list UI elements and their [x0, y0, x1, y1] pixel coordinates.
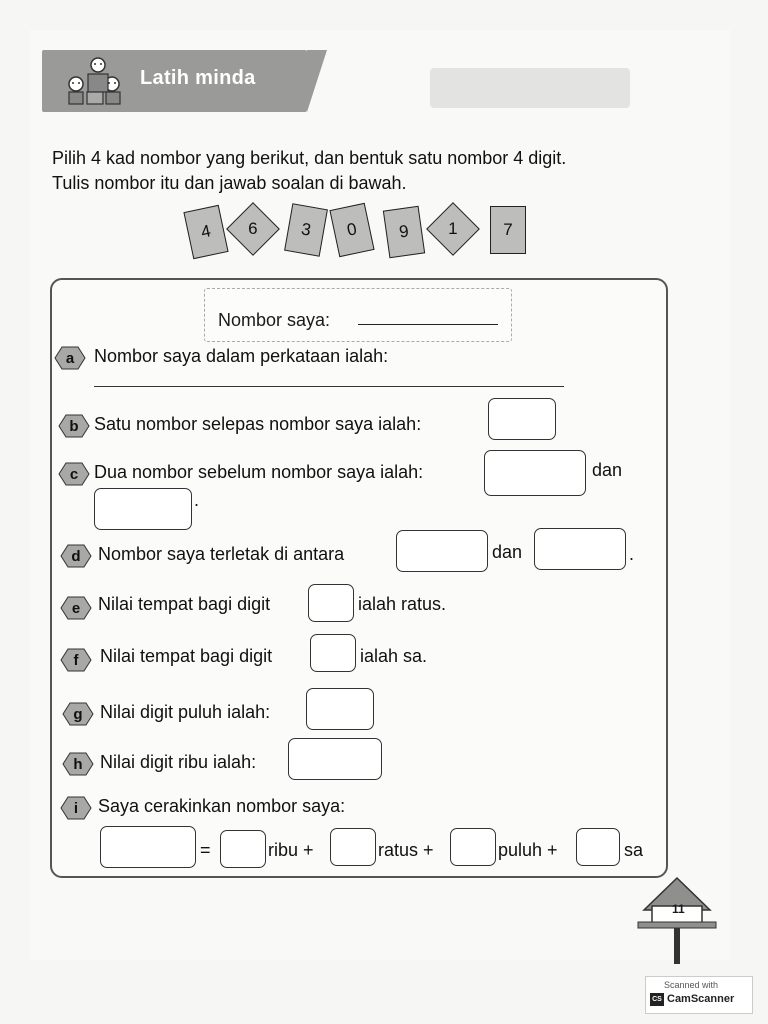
question-e: Nilai tempat bagi digit [98, 594, 271, 614]
question-g: Nilai digit puluh ialah: [100, 702, 271, 722]
expansion-ribu-label: ribu + [268, 840, 314, 860]
expansion-ribu-box[interactable] [220, 830, 266, 868]
answer-box-d2[interactable] [534, 528, 626, 570]
expansion-ratus-box[interactable] [330, 828, 376, 866]
badge-g: g [62, 702, 94, 726]
question-b: Satu nombor selepas nombor saya ialah: [94, 414, 422, 434]
badge-i: i [60, 796, 92, 820]
number-card: 0 [329, 203, 374, 257]
answer-line-a[interactable] [94, 386, 564, 387]
camscanner-logo-icon: CS [650, 993, 664, 1006]
watermark-caption: Scanned with [664, 980, 719, 990]
badge-h: h [62, 752, 94, 776]
answer-box-e[interactable] [308, 584, 354, 622]
instruction-line-2: Tulis nombor itu dan jawab soalan di bawah. [52, 173, 407, 193]
expansion-sa-box[interactable] [576, 828, 620, 866]
question-d-and: dan [492, 542, 523, 562]
expansion-number-box[interactable] [100, 826, 196, 868]
badge-b: b [58, 414, 90, 438]
header-banner [42, 50, 307, 112]
name-answer-line[interactable] [358, 324, 498, 325]
answer-box-d1[interactable] [396, 530, 488, 572]
instruction-line-1: Pilih 4 kad nombor yang berikut, dan bentuk satu nombor 4 digit. [52, 148, 567, 168]
badge-d: d [60, 544, 92, 568]
expansion-sa-label: sa [624, 840, 644, 860]
question-f: Nilai tempat bagi digit [100, 646, 273, 666]
question-e-suffix: ialah ratus. [358, 594, 447, 614]
question-c: Dua nombor sebelum nombor saya ialah: [94, 462, 424, 482]
expansion-equals: = [200, 840, 211, 860]
instruction [52, 146, 692, 196]
question-d-end: . [629, 544, 635, 564]
badge-c: c [58, 462, 90, 486]
ghost-banner [430, 68, 630, 108]
page-number: 11 [672, 902, 685, 916]
number-card: 6 [226, 202, 280, 256]
house-icon [636, 876, 718, 966]
question-c-and: dan [592, 460, 623, 480]
badge-f: f [60, 648, 92, 672]
question-a: Nombor saya dalam perkataan ialah: [94, 346, 389, 366]
number-card: 3 [284, 203, 328, 257]
number-card: 9 [383, 206, 425, 259]
kids-icon [54, 56, 124, 108]
answer-box-h[interactable] [288, 738, 382, 780]
question-d: Nombor saya terletak di antara [98, 544, 345, 564]
answer-box-c2[interactable] [94, 488, 192, 530]
expansion-ratus-label: ratus + [378, 840, 434, 860]
name-label: Nombor saya: [218, 310, 331, 330]
answer-box-g[interactable] [306, 688, 374, 730]
badge-a: a [54, 346, 86, 370]
section-title: Latih minda [140, 67, 256, 89]
question-f-suffix: ialah sa. [360, 646, 428, 666]
expansion-puluh-label: puluh + [498, 840, 558, 860]
question-c-end: . [194, 490, 200, 510]
question-panel [50, 278, 668, 878]
question-h: Nilai digit ribu ialah: [100, 752, 257, 772]
answer-box-b[interactable] [488, 398, 556, 440]
question-i: Saya cerakinkan nombor saya: [98, 796, 346, 816]
number-card: 4 [183, 205, 228, 259]
watermark-name: CamScanner [667, 993, 735, 1005]
badge-e: e [60, 596, 92, 620]
expansion-puluh-box[interactable] [450, 828, 496, 866]
answer-box-f[interactable] [310, 634, 356, 672]
number-card: 7 [490, 206, 526, 254]
answer-box-c1[interactable] [484, 450, 586, 496]
number-card: 1 [426, 202, 480, 256]
